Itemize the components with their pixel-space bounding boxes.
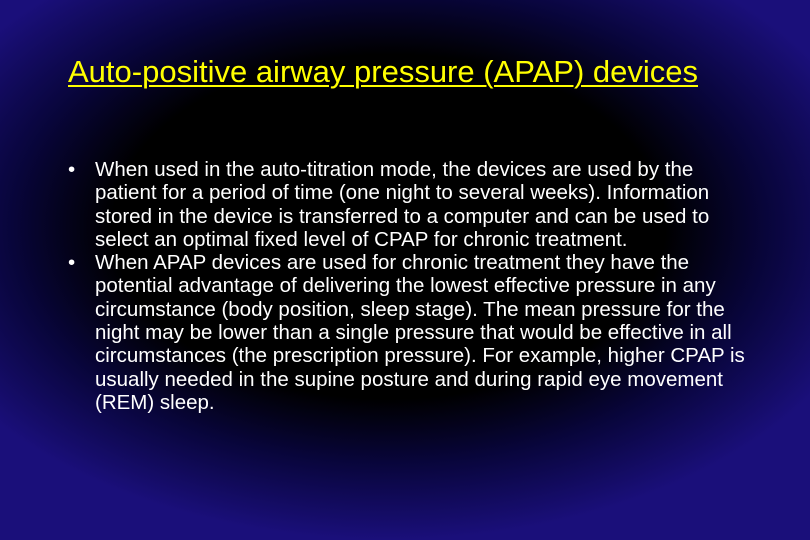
bullet-text: When used in the auto-titration mode, the devices are used by the patient for a period of time (one night to several weeks). Information stored in the device is transferred to a computer and can be used to select an optimal fixed level of CPAP for chronic treatment.: [95, 158, 710, 251]
bullet-text: When APAP devices are used for chronic treatment they have the potential advantage of delivering the lowest effective pressure in any circumstance (body position, sleep stage). The mean pressure for the night may be lower than a single pressure that would be effective in all circumstances (the prescription pressure). For example, higher CPAP is usually needed in the supine posture and during rapid eye movement (REM) sleep.: [95, 251, 745, 414]
bullet-item: [68, 158, 758, 251]
slide-title: Auto-positive airway pressure (APAP) devices: [68, 54, 699, 89]
bullet-item: [68, 251, 758, 414]
bullet-marker-icon: •: [68, 158, 76, 181]
bullet-list: [68, 158, 758, 414]
bullet-marker-icon: •: [68, 251, 76, 275]
